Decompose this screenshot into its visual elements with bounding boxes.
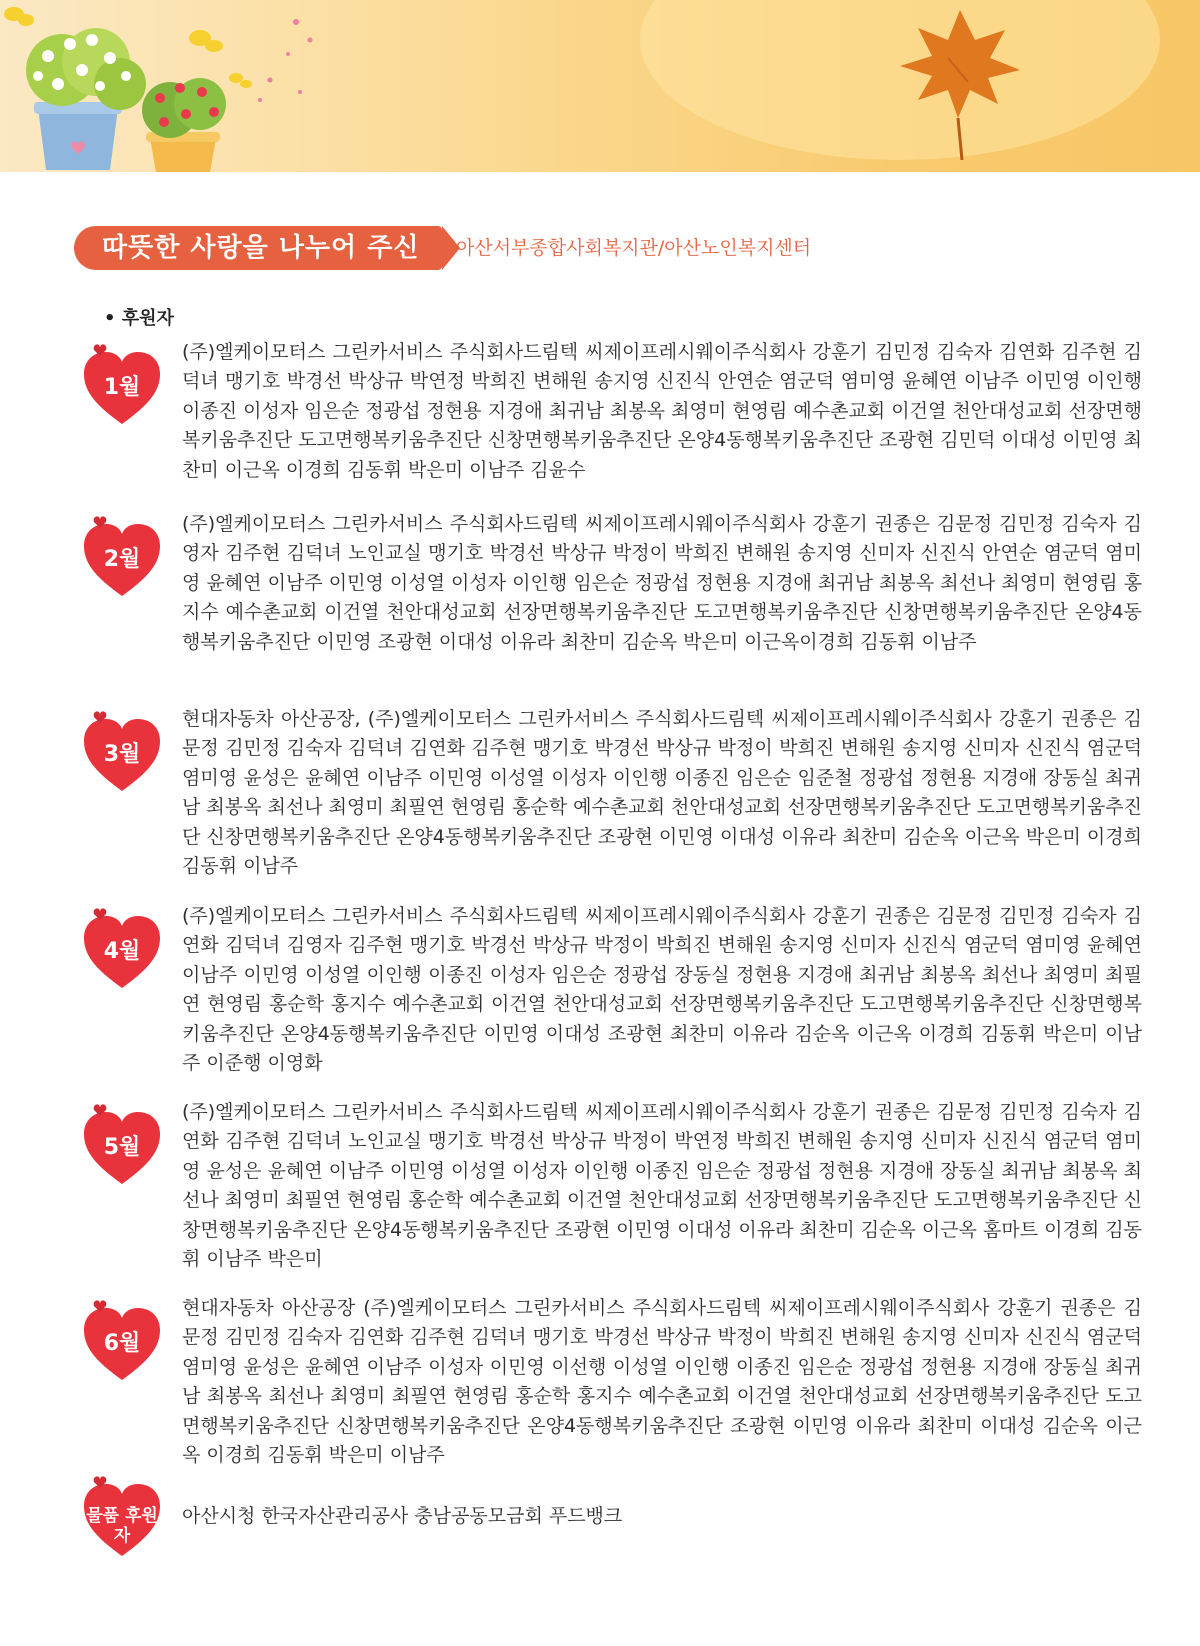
donor-names: 현대자동차 아산공장 (주)엘케이모터스 그린카서비스 주식회사드림텍 씨제이프레시웨이주식회사 강훈기 권종은 김문정 김민정 김숙자 김연화 김주현 김덕녀 맹기호 박경선 박상규 박정이 박희진 변해원 송지영 신미자 신진식 염군덕 염미영 윤성은 윤혜연 이남주 이성자 이민영 이선행 이성열 이인행 이종진 임은순 정광섭 정현용 지경애 장동실 최귀남 최봉옥 최선나 최영미 최필연 현영림 홍순학 홍지수 예수촌교회 이건열 천안대성교회 선장면행복키움추진단 도고면행복키움추진단 신창면행복키움추진단 온양4동행복키움추진단 조광현 이민영 이유라 최찬미 이대성 김순옥 이근옥 이경희 김동휘 박은미 이남주 [182, 1297, 1142, 1467]
month-label: 5월 [103, 1135, 141, 1160]
month-label: 3월 [103, 742, 141, 767]
organization-name: 아산서부종합사회복지관/아산노인복지센터 [456, 237, 812, 259]
month-label: 2월 [103, 547, 141, 572]
heart-icon [82, 510, 162, 600]
entry-goods-donors [82, 1470, 1132, 1570]
heart-icon [82, 1098, 162, 1188]
donor-names: (주)엘케이모터스 그린카서비스 주식회사드림텍 씨제이프레시웨이주식회사 강훈기 권종은 김문정 김민정 김숙자 김영자 김주현 김덕녀 노인교실 맹기호 박경선 박상규 박정이 박희진 변해원 송지영 신미자 신진식 안연순 염군덕 염미영 윤혜연 이남주 이민영 이성열 이성자 이인행 임은순 정광섭 정현용 지경애 최귀남 최봉옥 최선나 최영미 현영림 홍지수 예수촌교회 이건열 천안대성교회 선장면행복키움추진단 도고면행복키움추진단 신창면행복키움추진단 온양4동행복키움추진단 이민영 조광현 이대성 이유라 최찬미 김순옥 박은미 이근옥이경희 김동휘 이남주 [182, 513, 1142, 653]
donor-names: (주)엘케이모터스 그린카서비스 주식회사드림텍 씨제이프레시웨이주식회사 강훈기 권종은 김문정 김민정 김숙자 김연화 김덕녀 김영자 김주현 맹기호 박경선 박상규 박정이 박희진 변해원 송지영 신미자 신진식 염군덕 염미영 윤혜연 이남주 이민영 이성열 이인행 이종진 이성자 임은순 정광섭 장동실 정현용 지경애 최귀남 최봉옥 최선나 최영미 최필연 현영림 홍순학 홍지수 예수촌교회 이건열 천안대성교회 선장면행복키움추진단 도고면행복키움추진단 신창면행복키움추진단 온양4동행복키움추진단 이민영 이대성 조광현 최찬미 이유라 김순옥 이근옥 이경희 김동휘 박은미 이남주 이준행 이영화 [182, 905, 1142, 1075]
title-row [74, 226, 1134, 307]
heart-icon [82, 705, 162, 795]
entry-month-2 [82, 510, 1142, 680]
entry-month-3 [82, 705, 1142, 878]
heart-icon [82, 902, 162, 992]
entry-month-1 [82, 338, 1142, 481]
donor-names: (주)엘케이모터스 그린카서비스 주식회사드림텍 씨제이프레시웨이주식회사 강훈기 김민정 김숙자 김연화 김주현 김덕녀 맹기호 박경선 박상규 박연정 박희진 변해원 송지영 신진식 안연순 염군덕 염미영 윤혜연 이남주 이민영 이인행 이종진 이성자 임은순 정광섭 정현용 지경애 최귀남 최봉옥 최영미 현영림 예수촌교회 이건열 천안대성교회 선장면행복키움추진단 도고면행복키움추진단 신창면행복키움추진단 온양4동행복키움추진단 조광현 김민덕 이대성 이민영 최찬미 이근옥 이경희 김동휘 박은미 이남주 김윤수 [182, 341, 1142, 481]
donor-names: (주)엘케이모터스 그린카서비스 주식회사드림텍 씨제이프레시웨이주식회사 강훈기 권종은 김문정 김민정 김숙자 김연화 김주현 김덕녀 노인교실 맹기호 박경선 박상규 박정이 박연정 박희진 변해원 송지영 신미자 신진식 염군덕 염미영 윤성은 윤혜연 이남주 이민영 이성열 이성자 이인행 이종진 임은순 정광섭 정현용 지경애 장동실 최귀남 최봉옥 최선나 최영미 최필연 현영림 홍순학 예수촌교회 이건열 천안대성교회 선장면행복키움추진단 도고면행복키움추진단 신창면행복키움추진단 온양4동행복키움추진단 조광현 이민영 이대성 이유라 최찬미 김순옥 이근옥 홈마트 이경희 김동휘 이남주 박은미 [182, 1101, 1142, 1271]
heart-icon [82, 338, 162, 428]
month-label: 6월 [103, 1331, 141, 1356]
month-label: 4월 [103, 939, 141, 964]
entry-month-6 [82, 1294, 1142, 1467]
entry-month-5 [82, 1098, 1142, 1271]
donor-names: 현대자동차 아산공장, (주)엘케이모터스 그린카서비스 주식회사드림텍 씨제이프레시웨이주식회사 강훈기 권종은 김문정 김민정 김숙자 김덕녀 김연화 김주현 맹기호 박경선 박상규 박정이 박희진 변해원 송지영 신미자 신진식 염군덕 염미영 윤성은 윤혜연 이남주 이민영 이성열 이성자 이인행 이종진 임은순 임준철 정광섭 정현용 지경애 장동실 최귀남 최봉옥 최선나 최영미 최필연 현영림 홍순학 예수촌교회 천안대성교회 선장면행복키움추진단 도고면행복키움추진단 신창면행복키움추진단 온양4동행복키움추진단 조광현 이민영 이대성 이유라 최찬미 김순옥 이근옥 박은미 이경희 김동휘 이남주 [182, 708, 1142, 878]
autumn-illustration [0, 0, 1200, 172]
page-title: 따뜻한 사랑을 나누어 주신 분들 [74, 226, 442, 270]
heart-icon [82, 1470, 162, 1560]
month-label: 1월 [103, 375, 141, 400]
header-banner [0, 0, 1200, 172]
section-label: • 후원자 [104, 308, 174, 329]
entry-month-4 [82, 902, 1142, 1075]
donor-names: 아산시청 한국자산관리공사 충남공동모금회 푸드뱅크 [182, 1505, 623, 1527]
heart-icon [82, 1294, 162, 1384]
goods-donor-label: 물품 후원자 [86, 1506, 158, 1546]
